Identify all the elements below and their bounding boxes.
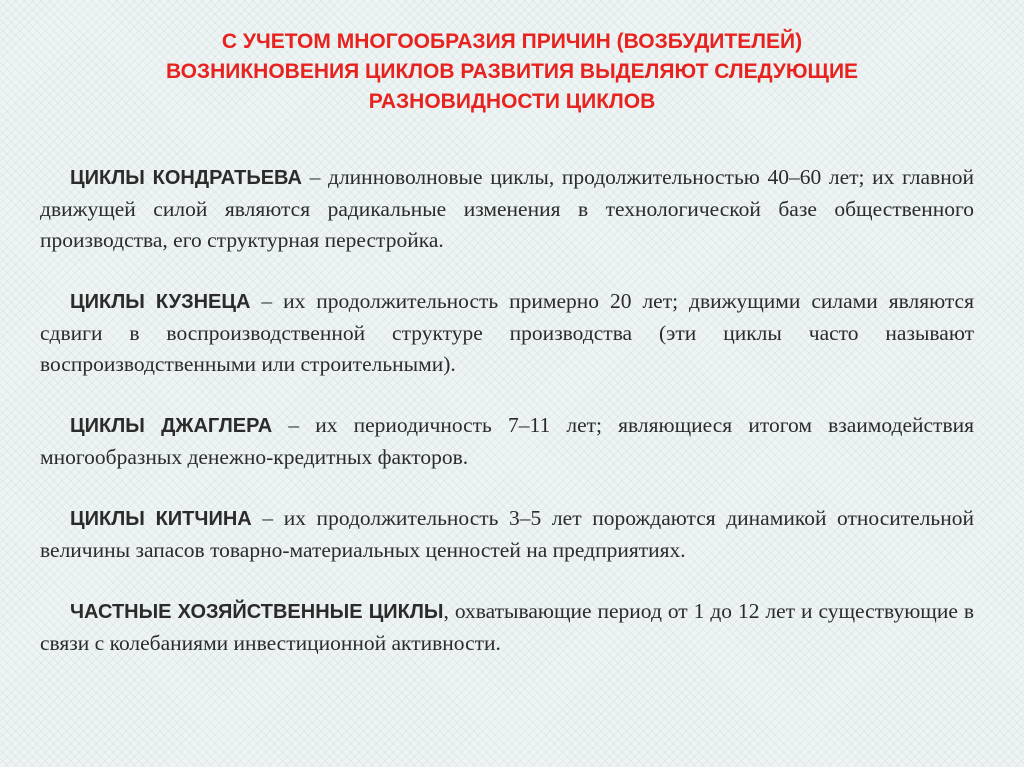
term-private-cycles: ЧАСТНЫЕ ХОЗЯЙСТВЕННЫЕ ЦИКЛЫ [70, 601, 444, 623]
paragraph-juglar [40, 410, 974, 473]
term-juglar: ЦИКЛЫ ДЖАГЛЕРА [70, 415, 273, 437]
definition-kuznets: – их продолжительность примерно 20 лет; движущими силами являются сдвиги в воспроизводственной структуре производства (эти циклы часто называют воспроизводственными или строительными). [40, 289, 974, 376]
title-line-2: ВОЗНИКНОВЕНИЯ ЦИКЛОВ РАЗВИТИЯ ВЫДЕЛЯЮТ СЛЕДУЮЩИЕ [165, 60, 859, 83]
definition-kondratiev: – длинноволновые циклы, продолжительностью 40–60 лет; их главной движущей силой являются радикальные изменения в технологической базе общественного производства, его структурная перестройка. [40, 165, 974, 252]
title-line-1: С УЧЕТОМ МНОГООБРАЗИЯ ПРИЧИН (ВОЗБУДИТЕЛЕЙ) [221, 30, 803, 53]
term-kuznets: ЦИКЛЫ КУЗНЕЦА [70, 291, 251, 313]
title-line-3: РАЗНОВИДНОСТИ ЦИКЛОВ [368, 90, 656, 113]
definition-juglar: – их периодичность 7–11 лет; являющиеся итогом взаимодействия многообразных денежно-кредитных факторов. [40, 413, 974, 469]
slide-title [40, 27, 984, 117]
paragraph-kuznets [40, 286, 974, 380]
term-kitchin: ЦИКЛЫ КИТЧИНА [70, 508, 252, 530]
term-kondratiev: ЦИКЛЫ КОНДРАТЬЕВА [70, 167, 302, 189]
definition-private-cycles: , охватывающие период от 1 до 12 лет и существующие в связи с колебаниями инвестиционной активности. [40, 599, 974, 655]
slide-body [40, 162, 974, 689]
paragraph-private-cycles [40, 596, 974, 659]
paragraph-kondratiev [40, 162, 974, 256]
paragraph-kitchin [40, 503, 974, 566]
definition-kitchin: – их продолжительность 3–5 лет порождаются динамикой относительной величины запасов товарно-материальных ценностей на предприятиях. [40, 506, 974, 562]
